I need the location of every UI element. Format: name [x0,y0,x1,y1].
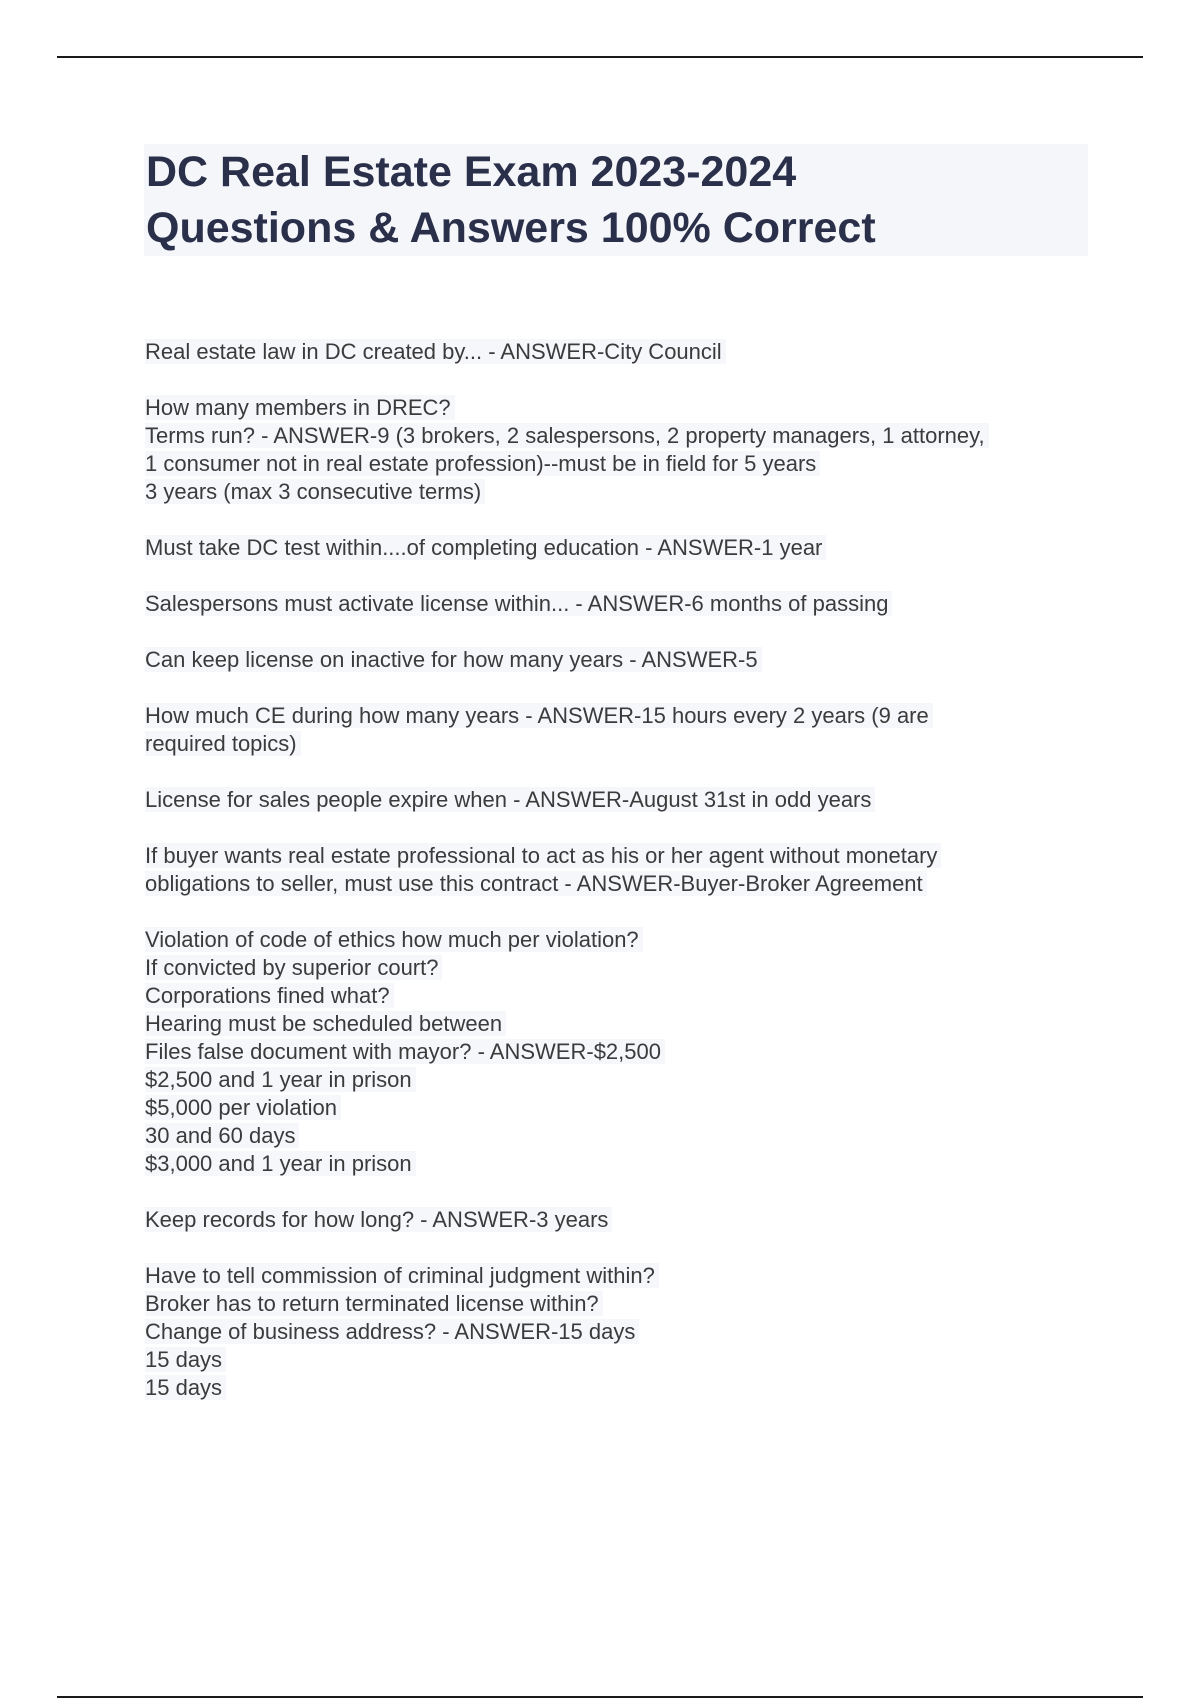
qa-line [145,1010,1105,1038]
qa-line-text: 15 days [145,1347,226,1372]
qa-item [145,338,1105,366]
qa-line [145,1318,1105,1346]
qa-line [145,646,1105,674]
qa-line-text: Have to tell commission of criminal judgment within? [145,1263,659,1288]
qa-line [145,730,1105,758]
qa-line-text: Can keep license on inactive for how many years - ANSWER-5 [145,647,762,672]
title-block [144,144,1088,256]
qa-line-text: How much CE during how many years - ANSWER-15 hours every 2 years (9 are [145,703,933,728]
bottom-divider [57,1696,1143,1698]
qa-item [145,646,1105,674]
qa-item [145,590,1105,618]
qa-line-text: $2,500 and 1 year in prison [145,1067,416,1092]
qa-line-text: Terms run? - ANSWER-9 (3 brokers, 2 salespersons, 2 property managers, 1 attorney, [145,423,989,448]
qa-line [145,982,1105,1010]
qa-line-text: Broker has to return terminated license within? [145,1291,603,1316]
qa-line-text: 1 consumer not in real estate profession)--must be in field for 5 years [145,451,820,476]
qa-line [145,1290,1105,1318]
qa-line-text: Keep records for how long? - ANSWER-3 years [145,1207,612,1232]
page-title-line-1: DC Real Estate Exam 2023-2024 [146,148,797,196]
qa-item [145,1262,1105,1402]
page-title-line-2: Questions & Answers 100% Correct [146,204,876,252]
qa-item [145,1206,1105,1234]
qa-list [145,338,1105,1430]
qa-line [145,1066,1105,1094]
top-divider [57,56,1143,58]
qa-line [145,338,1105,366]
qa-line [145,590,1105,618]
qa-line [145,1262,1105,1290]
qa-line-text: obligations to seller, must use this contract - ANSWER-Buyer-Broker Agreement [145,871,927,896]
qa-line-text: 15 days [145,1375,226,1400]
qa-item [145,926,1105,1178]
qa-line-text: Hearing must be scheduled between [145,1011,506,1036]
qa-line-text: If buyer wants real estate professional to act as his or her agent without monetary [145,843,941,868]
qa-line [145,954,1105,982]
qa-item [145,786,1105,814]
qa-line-text: Change of business address? - ANSWER-15 days [145,1319,639,1344]
qa-line [145,870,1105,898]
qa-line [145,450,1105,478]
qa-line-text: Salespersons must activate license within... - ANSWER-6 months of passing [145,591,892,616]
qa-line [145,1122,1105,1150]
qa-line [145,394,1105,422]
qa-line [145,422,1105,450]
qa-item [145,842,1105,898]
qa-line [145,1346,1105,1374]
qa-line [145,786,1105,814]
qa-line [145,1094,1105,1122]
qa-line-text: License for sales people expire when - ANSWER-August 31st in odd years [145,787,875,812]
qa-line [145,702,1105,730]
qa-line-text: Violation of code of ethics how much per violation? [145,927,643,952]
qa-line-text: $5,000 per violation [145,1095,341,1120]
qa-line-text: Must take DC test within....of completing education - ANSWER-1 year [145,535,826,560]
qa-line-text: 3 years (max 3 consecutive terms) [145,479,485,504]
qa-line [145,1374,1105,1402]
qa-item [145,534,1105,562]
qa-line-text: Real estate law in DC created by... - ANSWER-City Council [145,339,726,364]
qa-line-text: How many members in DREC? [145,395,455,420]
qa-line-text: If convicted by superior court? [145,955,442,980]
qa-line [145,1150,1105,1178]
qa-line [145,926,1105,954]
qa-line [145,478,1105,506]
qa-line-text: $3,000 and 1 year in prison [145,1151,416,1176]
qa-line [145,1038,1105,1066]
qa-line [145,842,1105,870]
qa-line [145,1206,1105,1234]
qa-item [145,394,1105,506]
qa-line-text: Files false document with mayor? - ANSWER-$2,500 [145,1039,665,1064]
qa-line [145,534,1105,562]
qa-line-text: Corporations fined what? [145,983,394,1008]
qa-line-text: 30 and 60 days [145,1123,299,1148]
qa-line-text: required topics) [145,731,301,756]
qa-item [145,702,1105,758]
